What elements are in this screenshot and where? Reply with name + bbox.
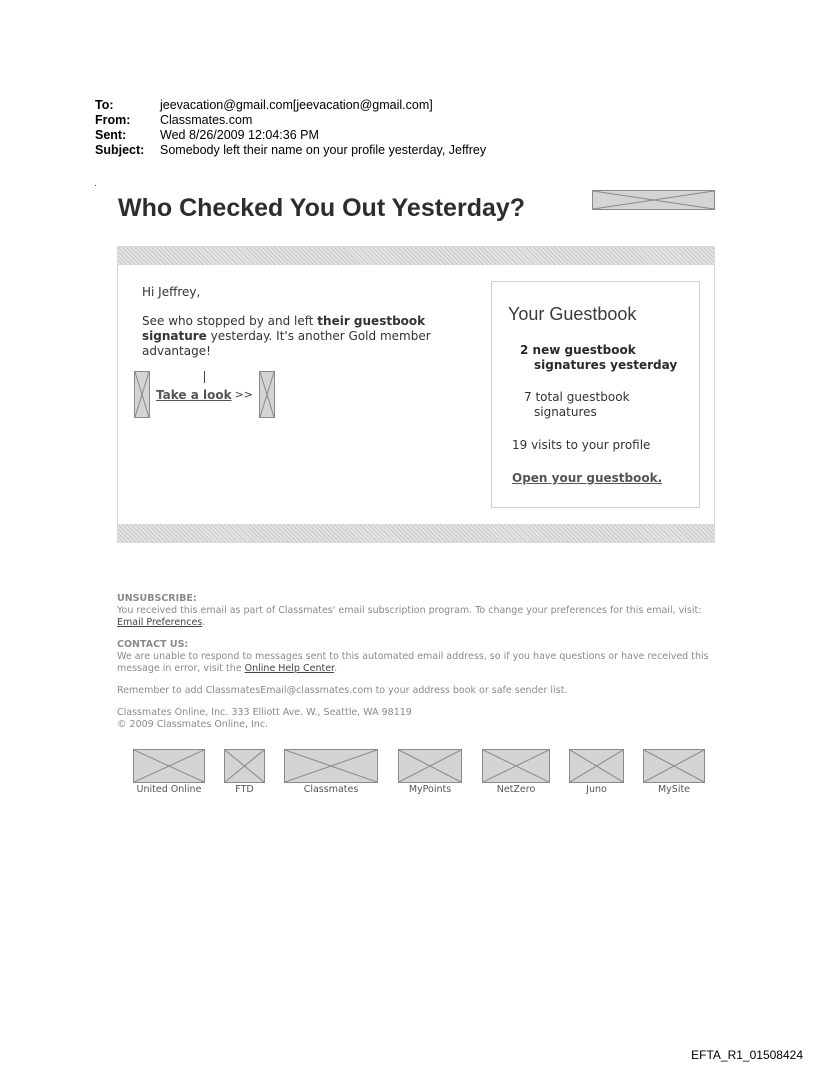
online-help-center-link[interactable]: Online Help Center: [244, 663, 335, 674]
united-online-logo-placeholder[interactable]: [133, 749, 205, 783]
copyright: © 2009 Classmates Online, Inc.: [117, 719, 269, 730]
contact-copy: We are unable to respond to messages sent to this automated email address, so if you have questions or have received this message in error, visit the: [117, 651, 709, 674]
period: .: [334, 663, 338, 674]
brand-label-mysite: MySite: [657, 784, 691, 795]
greeting: Hi Jeffrey,: [142, 285, 201, 299]
new-signatures-stat: 2 new guestbook signatures yesterday: [520, 343, 678, 372]
page-title: Who Checked You Out Yesterday?: [118, 194, 526, 222]
netzero-logo-placeholder[interactable]: [482, 749, 550, 783]
to-label: To:: [95, 98, 114, 112]
unsubscribe-copy: You received this email as part of Classmates' email subscription program. To change your preferences for this email, visit:: [117, 605, 702, 616]
sent-row: [95, 128, 486, 143]
to-value: jeevacation@gmail.com[jeevacation@gmail.com]: [160, 98, 433, 112]
brand-label-united-online: United Online: [136, 784, 202, 795]
intro-text: [142, 314, 462, 359]
contact-text: [117, 651, 717, 675]
message-body: [142, 285, 462, 359]
intro-post: yesterday. It's another Gold member advantage!: [142, 329, 431, 358]
bottom-stripe: [118, 524, 714, 542]
brand-label-ftd: FTD: [235, 784, 254, 795]
footer: [117, 593, 717, 731]
contact-block: [117, 639, 717, 675]
contact-heading: CONTACT US:: [117, 639, 189, 650]
arrows-glyph: >>: [234, 388, 254, 401]
email-header: [95, 98, 486, 158]
to-row: [95, 98, 486, 113]
unsubscribe-heading: UNSUBSCRIBE:: [117, 593, 197, 604]
classmates-logo-placeholder[interactable]: [284, 749, 378, 783]
total-signatures-stat: 7 total guestbook signatures: [524, 390, 630, 419]
intro-bold: their guestbook signature: [142, 314, 426, 343]
mypoints-logo-placeholder[interactable]: [398, 749, 462, 783]
right-image-placeholder: [259, 371, 275, 418]
company-address: Classmates Online, Inc. 333 Elliott Ave. W., Seattle, WA 98119: [117, 707, 412, 718]
guestbook-panel: [491, 281, 700, 508]
brand-label-classmates: Classmates: [303, 784, 359, 795]
subject-row: [95, 143, 486, 158]
sent-value: Wed 8/26/2009 12:04:36 PM: [160, 128, 319, 142]
subject-value: Somebody left their name on your profile yesterday, Jeffrey: [160, 143, 487, 157]
profile-visits-stat: 19 visits to your profile: [512, 438, 651, 452]
subject-label: Subject:: [95, 143, 145, 157]
remember-text: Remember to add ClassmatesEmail@classmates.com to your address book or safe sender list.: [117, 685, 568, 696]
period: .: [202, 617, 206, 628]
from-row: [95, 113, 486, 128]
juno-logo-placeholder[interactable]: [569, 749, 624, 783]
ftd-logo-placeholder[interactable]: [224, 749, 265, 783]
document-id: EFTA_R1_01508424: [691, 1048, 803, 1062]
brand-label-mypoints: MyPoints: [408, 784, 452, 795]
unsubscribe-block: [117, 593, 717, 629]
open-guestbook-link[interactable]: Open your guestbook.: [512, 471, 663, 485]
logo-image-placeholder: [592, 190, 715, 210]
sent-label: Sent:: [95, 128, 127, 142]
left-image-placeholder: [134, 371, 150, 418]
content-frame: [117, 246, 715, 543]
from-label: From:: [95, 113, 131, 127]
take-a-look-row: [134, 371, 275, 418]
take-a-look-link[interactable]: Take a look: [156, 387, 232, 402]
brand-label-netzero: NetZero: [496, 784, 536, 795]
email-preferences-link[interactable]: Email Preferences: [117, 617, 203, 628]
from-value: Classmates.com: [160, 113, 253, 127]
guestbook-title: Your Guestbook: [508, 304, 637, 324]
stray-dot: [95, 185, 96, 186]
top-stripe: [118, 247, 714, 265]
unsubscribe-text: [117, 605, 717, 629]
mysite-logo-placeholder[interactable]: [643, 749, 705, 783]
intro-pre: See who stopped by and left: [142, 314, 318, 328]
brand-label-juno: Juno: [586, 784, 607, 795]
